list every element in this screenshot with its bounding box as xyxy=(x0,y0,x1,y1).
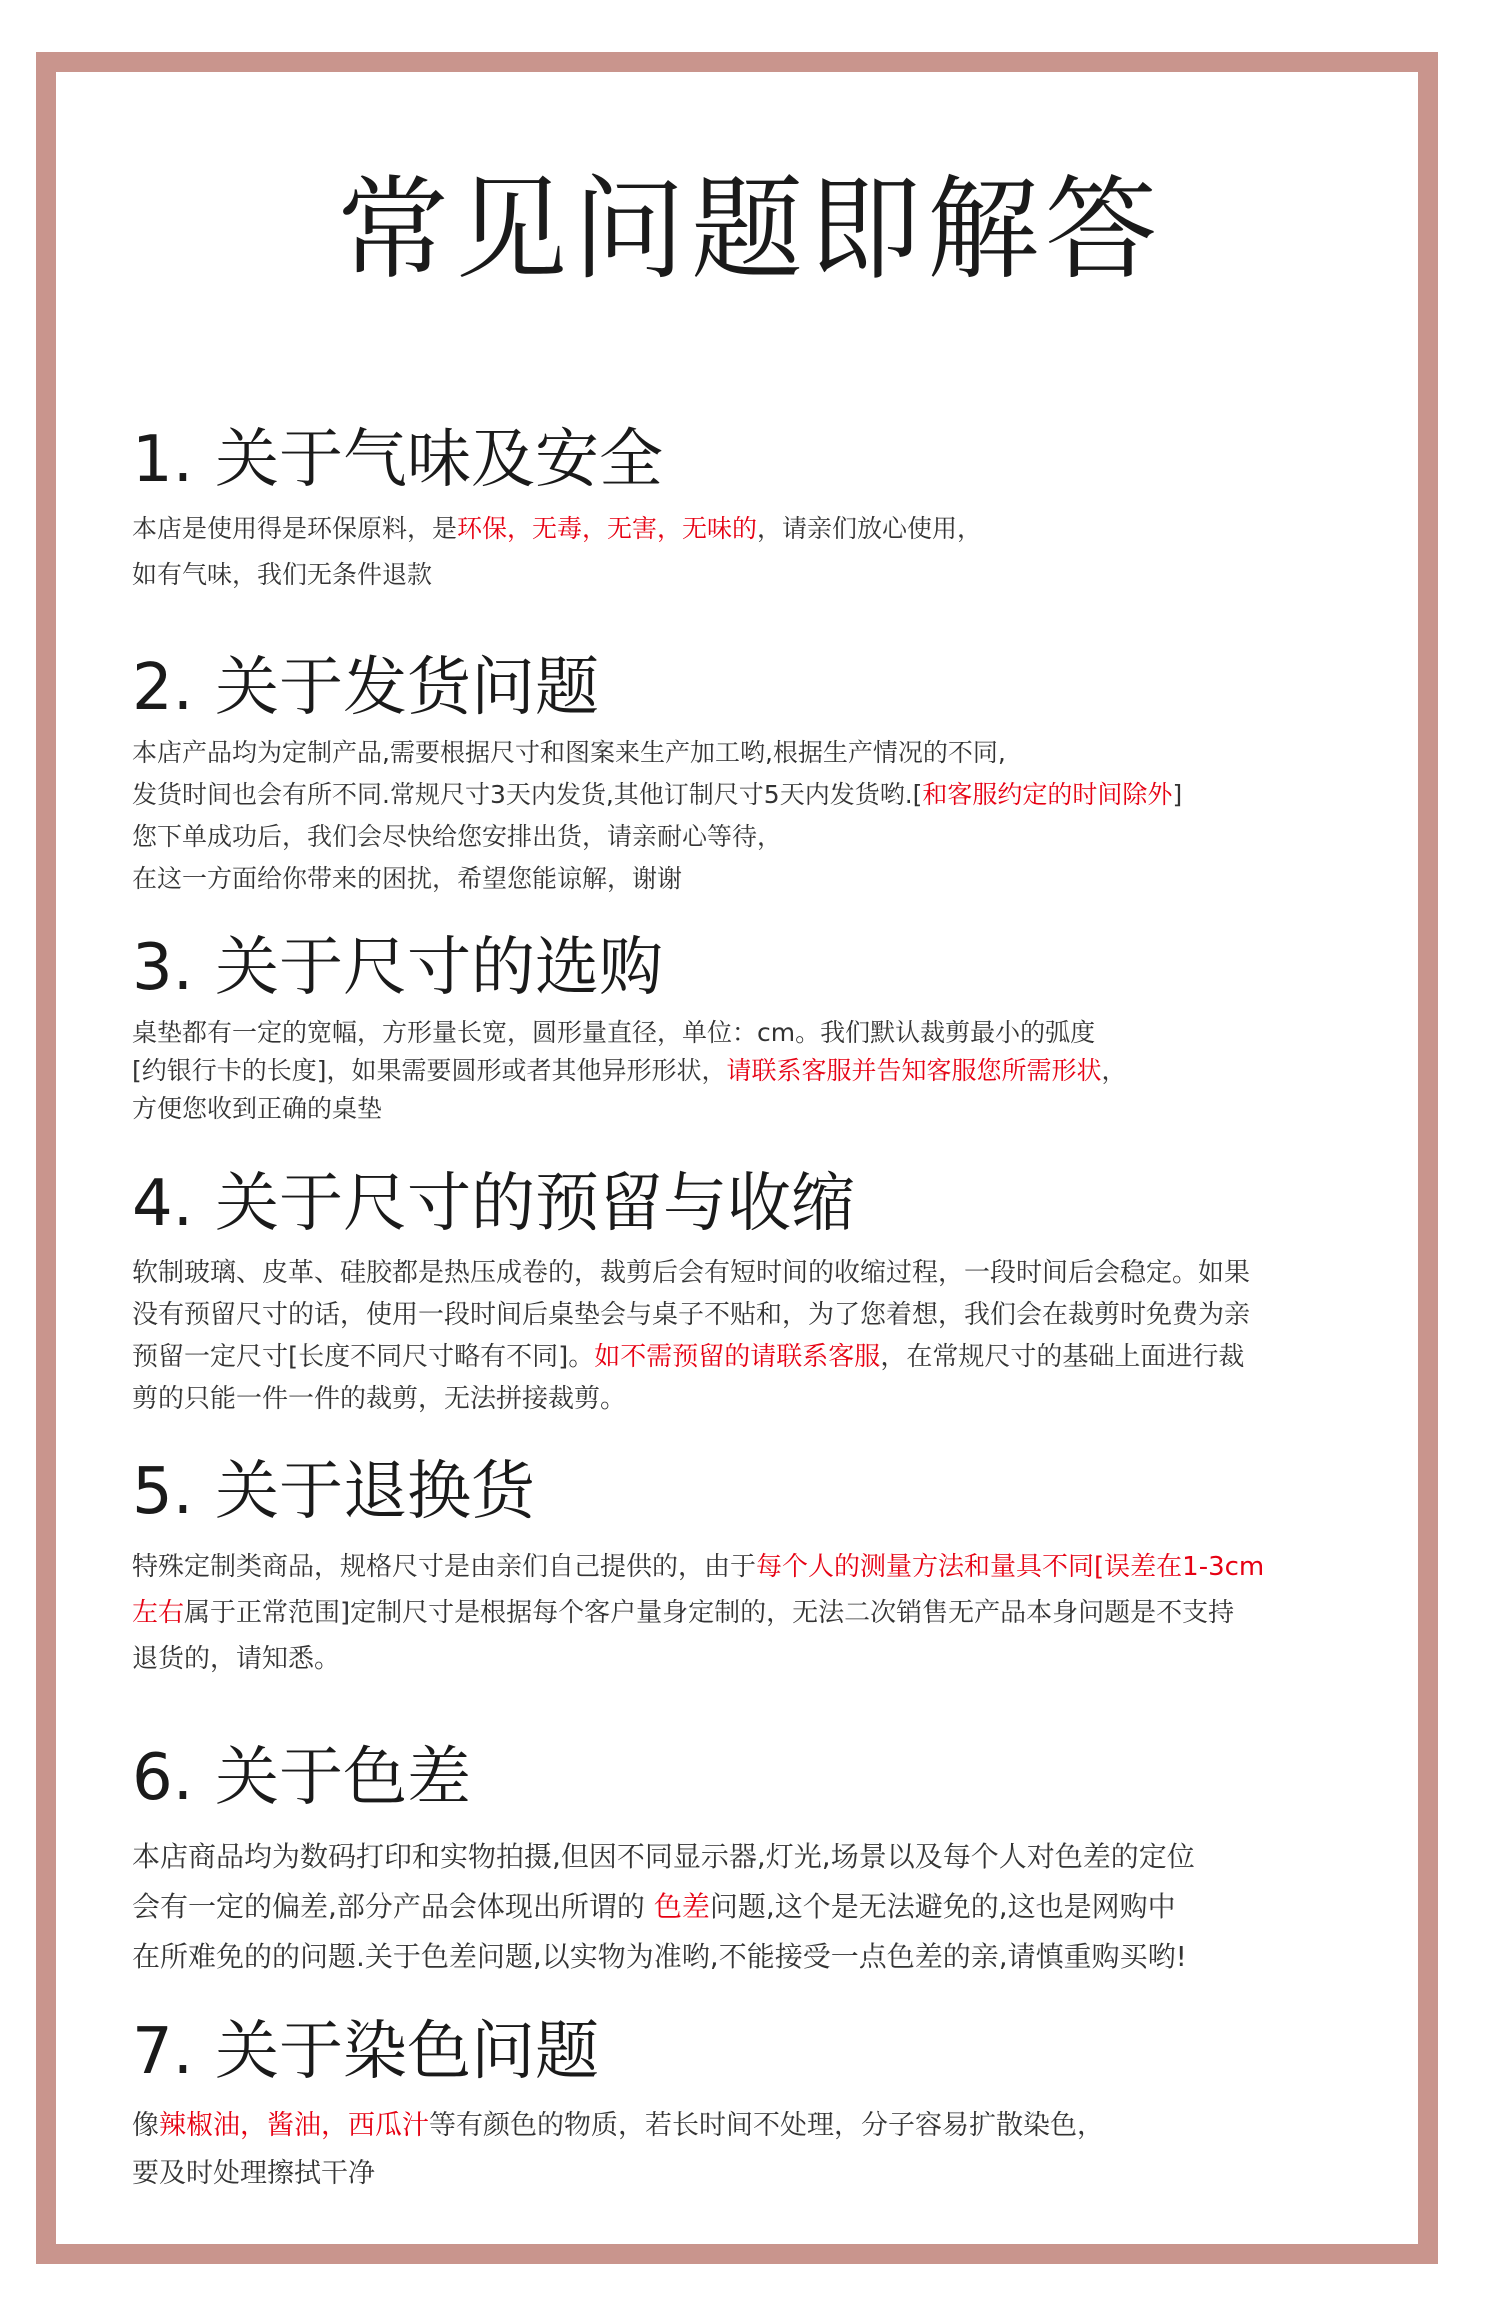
text-segment: ，在常规尺寸的基础上面进行裁 xyxy=(880,1342,1245,1372)
section-title: 关于发货问题 xyxy=(215,651,600,725)
section-text-line xyxy=(132,816,1402,858)
text-segment: 在所难免的的问题.关于色差问题,以实物为准哟,不能接受一点色差的亲,请慎重购买哟! xyxy=(132,1940,1187,1973)
section-title: 关于气味及安全 xyxy=(215,423,664,497)
text-segment: 发货时间也会有所不同.常规尺寸3天内发货,其他订制尺寸5天内发货哟.[ xyxy=(132,780,923,809)
faq-section-4 xyxy=(132,1164,1402,1420)
faq-section-3 xyxy=(132,928,1402,1128)
highlighted-text: 每个人的测量方法和量具不同[误差在1-3cm xyxy=(756,1552,1265,1582)
section-text-line xyxy=(132,552,1402,598)
section-title: 关于染色问题 xyxy=(215,2015,600,2089)
section-text-line xyxy=(132,1636,1402,1682)
text-segment: 没有预留尺寸的话，使用一段时间后桌垫会与桌子不贴和，为了您着想，我们会在裁剪时免费为亲 xyxy=(132,1300,1251,1330)
text-segment: [约银行卡的长度]，如果需要圆形或者其他异形形状， xyxy=(132,1056,727,1085)
section-heading xyxy=(132,1452,1402,1532)
text-segment: 本店是使用得是环保原料，是 xyxy=(132,514,458,543)
section-text-line xyxy=(132,1932,1402,1982)
text-segment: 属于正常范围]定制尺寸是根据每个客户量身定制的，无法二次销售无产品本身问题是不支持 xyxy=(184,1598,1235,1628)
section-heading xyxy=(132,420,1402,500)
text-segment: 像 xyxy=(132,2110,159,2141)
text-segment: 方便您收到正确的桌垫 xyxy=(132,1094,383,1123)
highlighted-text: 左右 xyxy=(132,1598,185,1628)
highlighted-text: 环保，无毒，无害，无味的 xyxy=(457,514,758,543)
text-segment: 问题,这个是无法避免的,这也是网购中 xyxy=(709,1890,1176,1923)
section-text-line xyxy=(132,1832,1402,1882)
section-number: 7. xyxy=(132,2015,194,2089)
section-text-line xyxy=(132,2102,1402,2150)
section-number: 1. xyxy=(132,423,194,497)
highlighted-text: 辣椒油，酱油，西瓜汁 xyxy=(159,2110,429,2141)
text-segment: ， xyxy=(1101,1056,1127,1085)
section-text-line xyxy=(132,1882,1402,1932)
section-title: 关于色差 xyxy=(215,1741,472,1815)
text-segment: 您下单成功后，我们会尽快给您安排出货，请亲耐心等待， xyxy=(132,822,783,851)
page-title: 常见问题即解答 xyxy=(337,165,1163,295)
text-segment: ] xyxy=(1172,780,1183,809)
section-number: 6. xyxy=(132,1741,194,1815)
faq-section-6 xyxy=(132,1738,1402,1982)
text-segment: 会有一定的偏差,部分产品会体现出所谓的 xyxy=(132,1890,654,1923)
text-segment: 剪的只能一件一件的裁剪，无法拼接裁剪。 xyxy=(132,1384,627,1414)
section-heading xyxy=(132,648,1402,728)
section-text-line xyxy=(132,1336,1402,1378)
section-text-line xyxy=(132,1052,1402,1090)
section-heading xyxy=(132,1164,1402,1244)
text-segment: 如有气味，我们无条件退款 xyxy=(132,560,433,589)
section-text-line xyxy=(132,1252,1402,1294)
faq-section-7 xyxy=(132,2012,1402,2198)
section-title: 关于尺寸的选购 xyxy=(215,931,664,1005)
section-text-line xyxy=(132,506,1402,552)
text-segment: 本店商品均为数码打印和实物拍摄,但因不同显示器,灯光,场景以及每个人对色差的定位 xyxy=(132,1840,1195,1873)
section-number: 4. xyxy=(132,1167,194,1241)
highlighted-text: 色差 xyxy=(653,1890,710,1923)
section-title: 关于退换货 xyxy=(215,1455,536,1529)
text-segment: 退货的，请知悉。 xyxy=(132,1644,341,1674)
text-segment: 在这一方面给你带来的困扰，希望您能谅解，谢谢 xyxy=(132,864,683,893)
section-text-line xyxy=(132,1294,1402,1336)
section-text-line xyxy=(132,732,1402,774)
section-number: 3. xyxy=(132,931,194,1005)
section-text-line xyxy=(132,858,1402,900)
text-segment: 预留一定尺寸[长度不同尺寸略有不同]。 xyxy=(132,1342,595,1372)
text-segment: 等有颜色的物质，若长时间不处理，分子容易扩散染色， xyxy=(429,2110,1104,2141)
section-heading xyxy=(132,2012,1402,2092)
faq-section-1 xyxy=(132,420,1402,598)
section-text-line xyxy=(132,1544,1402,1590)
section-text-line xyxy=(132,1590,1402,1636)
highlighted-text: 如不需预留的请联系客服 xyxy=(594,1342,881,1372)
text-segment: 软制玻璃、皮革、硅胶都是热压成卷的，裁剪后会有短时间的收缩过程，一段时间后会稳定。如果 xyxy=(132,1258,1251,1288)
section-heading xyxy=(132,928,1402,1008)
section-number: 5. xyxy=(132,1455,194,1529)
text-segment: 桌垫都有一定的宽幅，方形量长宽，圆形量直径，单位：cm。我们默认裁剪最小的弧度 xyxy=(132,1018,1096,1047)
section-text-line xyxy=(132,1090,1402,1128)
faq-section-5 xyxy=(132,1452,1402,1682)
text-segment: 特殊定制类商品，规格尺寸是由亲们自己提供的，由于 xyxy=(132,1552,757,1582)
text-segment: ，请亲们放心使用， xyxy=(757,514,983,543)
faq-section-2 xyxy=(132,648,1402,900)
section-text-line xyxy=(132,2150,1402,2198)
section-text-line xyxy=(132,1014,1402,1052)
highlighted-text: 请联系客服并告知客服您所需形状 xyxy=(726,1056,1102,1085)
text-segment: 本店产品均为定制产品,需要根据尺寸和图案来生产加工哟,根据生产情况的不同, xyxy=(132,738,1006,767)
section-number: 2. xyxy=(132,651,194,725)
section-text-line xyxy=(132,774,1402,816)
section-text-line xyxy=(132,1378,1402,1420)
section-heading xyxy=(132,1738,1402,1818)
text-segment: 要及时处理擦拭干净 xyxy=(132,2158,375,2189)
section-title: 关于尺寸的预留与收缩 xyxy=(215,1167,856,1241)
highlighted-text: 和客服约定的时间除外 xyxy=(922,780,1173,809)
